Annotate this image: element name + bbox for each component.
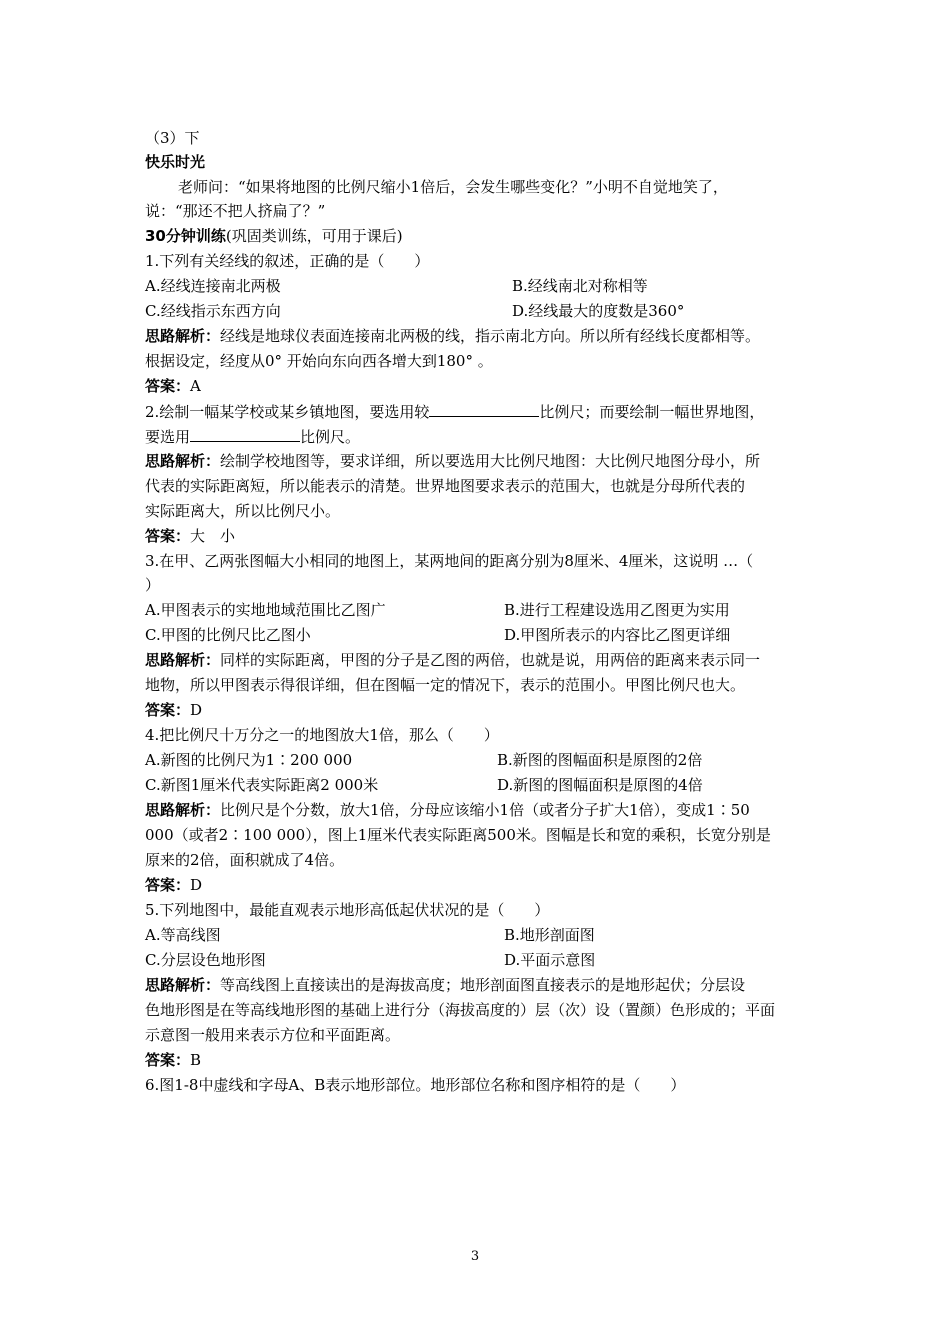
question-1-option-d: D.经线最大的度数是360° xyxy=(512,302,685,320)
question-3-option-b: B.进行工程建设选用乙图更为实用 xyxy=(504,601,730,619)
question-5-analysis-cont: 色地形图是在等高线地形图的基础上进行分（海拔高度的）层（次）设（置颜）色形成的；平面 xyxy=(145,1001,776,1019)
answer-label: 答案： xyxy=(145,1051,191,1069)
training-subtitle: (巩固类训练，可用于课后) xyxy=(225,227,403,245)
question-2-analysis-cont: 实际距离大，所以比例尺小。 xyxy=(145,502,341,520)
question-5-option-c: C.分层设色地形图 xyxy=(145,951,266,969)
analysis-text: 同样的实际距离，甲图的分子是乙图的两倍，也就是说，用两倍的距离来表示同一 xyxy=(220,651,761,669)
question-2-stem xyxy=(145,401,764,422)
question-3-analysis-cont: 地物，所以甲图表示得很详细，但在图幅一定的情况下，表示的范围小。甲图比例尺也大。 xyxy=(145,676,746,694)
question-3-stem-cont: ） xyxy=(145,576,161,594)
answer-value: 大 小 xyxy=(190,527,236,545)
analysis-text: 经线是地球仪表面连接南北两极的线，指示南北方向。所以所有经线长度都相等。 xyxy=(220,327,761,345)
question-4-analysis-cont: 000（或者2∶100 000），图上1厘米代表实际距离500米。图幅是长和宽的乘积，长宽分别是 xyxy=(145,826,771,844)
question-2-analysis-cont: 代表的实际距离短，所以能表示的清楚。世界地图要求表示的范围大，也就是分母所代表的 xyxy=(145,477,746,495)
question-3-option-a: A.甲图表示的实地地域范围比乙图广 xyxy=(145,601,386,619)
question-4-option-a: A.新图的比例尺为1∶200 000 xyxy=(145,751,353,769)
fill-blank xyxy=(429,401,539,417)
question-5-option-d: D.平面示意图 xyxy=(504,951,596,969)
question-4-option-c: C.新图1厘米代表实际距离2 000米 xyxy=(145,776,379,794)
question-2-stem-cont xyxy=(145,426,360,447)
question-2-analysis xyxy=(145,451,760,471)
question-4-stem: 4.把比例尺十万分之一的地图放大1倍，那么（ ） xyxy=(145,726,499,744)
question-4-answer xyxy=(145,875,202,895)
answer-label: 答案： xyxy=(145,701,191,719)
question-5-option-a: A.等高线图 xyxy=(145,926,221,944)
analysis-label: 思路解析： xyxy=(145,976,221,994)
question-1-option-b: B.经线南北对称相等 xyxy=(512,277,648,295)
question-3-option-c: C.甲图的比例尺比乙图小 xyxy=(145,626,311,644)
answer-label: 答案： xyxy=(145,377,191,395)
answer-value: A xyxy=(190,377,201,395)
question-4-option-d: D.新图的图幅面积是原图的4倍 xyxy=(497,776,703,794)
question-5-stem: 5.下列地图中，最能直观表示地形高低起伏状况的是（ ） xyxy=(145,901,550,919)
question-1-option-a: A.经线连接南北两极 xyxy=(145,277,281,295)
question-1-analysis xyxy=(145,326,760,346)
question-3-option-d: D.甲图所表示的内容比乙图更详细 xyxy=(504,626,731,644)
question-3-analysis xyxy=(145,650,760,670)
stem-text: 要选用 xyxy=(145,428,191,446)
question-1-analysis-cont: 根据设定，经度从0° 开始向东向西各增大到180° 。 xyxy=(145,352,493,370)
question-1-option-c: C.经线指示东西方向 xyxy=(145,302,281,320)
answer-label: 答案： xyxy=(145,527,191,545)
fun-text: 老师问：“如果将地图的比例尺缩小1倍后，会发生哪些变化？”小明不自觉地笑了， xyxy=(178,178,728,196)
question-4-analysis-cont: 原来的2倍，面积就成了4倍。 xyxy=(145,851,345,869)
fun-section-title: 快乐时光 xyxy=(145,153,206,171)
question-4-option-b: B.新图的图幅面积是原图的2倍 xyxy=(497,751,703,769)
answer-value: D xyxy=(190,701,203,719)
question-6-stem: 6.图1-8中虚线和字母A、B表示地形部位。地形部位名称和图序相符的是（ ） xyxy=(145,1076,686,1094)
analysis-text: 比例尺是个分数，放大1倍，分母应该缩小1倍（或者分子扩大1倍），变成1∶50 xyxy=(220,801,750,819)
answer-value: B xyxy=(190,1051,202,1069)
fill-blank xyxy=(190,426,300,442)
stem-text: 比例尺。 xyxy=(300,428,361,446)
question-5-answer xyxy=(145,1050,201,1070)
question-3-answer xyxy=(145,700,202,720)
question-3-stem: 3.在甲、乙两张图幅大小相同的地图上，某两地间的距离分别为8厘米、4厘米，这说明 …（ xyxy=(145,552,754,570)
previous-answer-line: （3）下 xyxy=(145,129,200,147)
training-section-title xyxy=(145,226,403,246)
answer-label: 答案： xyxy=(145,876,191,894)
analysis-text: 等高线图上直接读出的是海拔高度；地形剖面图直接表示的是地形起伏；分层设 xyxy=(220,976,746,994)
question-1-answer xyxy=(145,376,201,396)
page-number: 3 xyxy=(470,1249,480,1264)
question-2-answer xyxy=(145,526,235,546)
analysis-label: 思路解析： xyxy=(145,327,221,345)
fun-text: 说：“那还不把人挤扁了？” xyxy=(145,202,326,220)
analysis-label: 思路解析： xyxy=(145,452,221,470)
stem-text: 比例尺；而要绘制一幅世界地图， xyxy=(539,403,765,421)
training-title: 30分钟训练 xyxy=(145,227,226,245)
question-4-analysis xyxy=(145,800,750,820)
stem-text: 2.绘制一幅某学校或某乡镇地图，要选用较 xyxy=(145,403,430,421)
answer-value: D xyxy=(190,876,203,894)
analysis-label: 思路解析： xyxy=(145,801,221,819)
question-5-option-b: B.地形剖面图 xyxy=(504,926,595,944)
question-1-stem: 1.下列有关经线的叙述，正确的是（ ） xyxy=(145,252,430,270)
question-5-analysis-cont: 示意图一般用来表示方位和平面距离。 xyxy=(145,1026,401,1044)
question-5-analysis xyxy=(145,975,745,995)
analysis-label: 思路解析： xyxy=(145,651,221,669)
analysis-text: 绘制学校地图等，要求详细，所以要选用大比例尺地图：大比例尺地图分母小，所 xyxy=(220,452,761,470)
